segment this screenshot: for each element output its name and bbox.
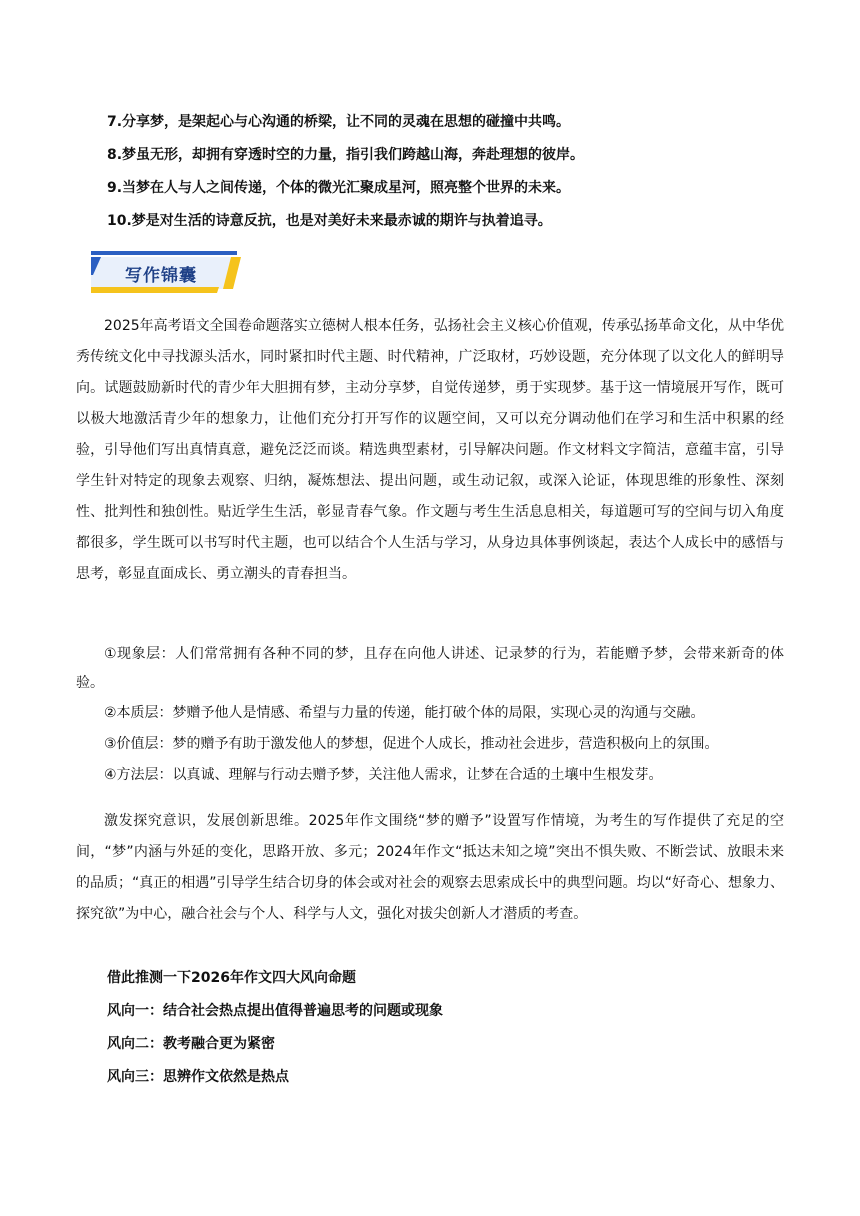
point-phenomenon: ①现象层：人们常常拥有各种不同的梦，且存在向他人讲述、记录梦的行为，若能赠予梦，会带来新奇的体验。	[76, 646, 784, 691]
point-method: ④方法层：以真诚、理解与行动去赠予梦，关注他人需求，让梦在合适的土壤中生根发芽。	[104, 767, 663, 783]
point-essence: ②本质层：梦赠予他人是情感、希望与力量的传递，能打破个体的局限，实现心灵的沟通与交融。	[104, 705, 705, 721]
trend-item-2: 风向二：教考融合更为紧密	[107, 1036, 275, 1052]
point-value: ③价值层：梦的赠予有助于激发他人的梦想，促进个人成长，推动社会进步，营造积极向上的氛围。	[104, 736, 719, 752]
list-item-9: 9.当梦在人与人之间传递，个体的微光汇聚成星河，照亮整个世界的未来。	[107, 180, 571, 196]
list-item-7: 7.分享梦，是架起心与心沟通的桥梁，让不同的灵魂在思想的碰撞中共鸣。	[107, 114, 571, 130]
list-item-8: 8.梦虽无形，却拥有穿透时空的力量，指引我们跨越山海，奔赴理想的彼岸。	[107, 147, 585, 163]
section-banner	[91, 247, 241, 295]
trend-item-3: 风向三：思辨作文依然是热点	[107, 1069, 289, 1085]
trend-item-1: 风向一：结合社会热点提出值得普遍思考的问题或现象	[107, 1003, 443, 1019]
list-item-10: 10.梦是对生活的诗意反抗，也是对美好未来最赤诚的期许与执着追寻。	[107, 213, 552, 229]
paragraph-intro: 2025年高考语文全国卷命题落实立德树人根本任务，弘扬社会主义核心价值观，传承弘扬革命文化，从中华优秀传统文化中寻找源头活水，同时紧扣时代主题、时代精神，广泛取材，巧妙设题，充分体现了以文化人的鲜明导向。试题鼓励新时代的青少年大胆拥有梦，主动分享梦，自觉传递梦，勇于实现梦。基于这一情境展开写作，既可以极大地激活青少年的想象力，让他们充分打开写作的议题空间，又可以充分调动他们在学习和生活中积累的经验，引导他们写出真情真意，避免泛泛而谈。精选典型素材，引导解决问题。作文材料文字简洁，意蕴丰富，引导学生针对特定的现象去观察、归纳，凝炼想法、提出问题，或生动记叙，或深入论证，体现思维的形象性、深刻性、批判性和独创性。贴近学生生活，彰显青春气象。作文题与考生生活息息相关，每道题可写的空间与切入角度都很多，学生既可以书写时代主题，也可以结合个人生活与学习，从身边具体事例谈起，表达个人成长中的感悟与思考，彰显直面成长、勇立潮头的青春担当。	[76, 318, 784, 582]
section-banner-title: 写作锦囊	[125, 266, 197, 286]
paragraph-exploration: 激发探究意识，发展创新思维。2025年作文围绕“梦的赠予”设置写作情境，为考生的写作提供了充足的空间，“梦”内涵与外延的变化，思路开放、多元；2024年作文“抵达未知之境”突出不惧失败、不断尝试、放眼未来的品质；“真正的相遇”引导学生结合切身的体会或对社会的观察去思索成长中的典型问题。均以“好奇心、想象力、探究欲”为中心，融合社会与个人、科学与人文，强化对拔尖创新人才潜质的考查。	[76, 813, 784, 922]
predict-heading: 借此推测一下2026年作文四大风向命题	[107, 970, 356, 986]
